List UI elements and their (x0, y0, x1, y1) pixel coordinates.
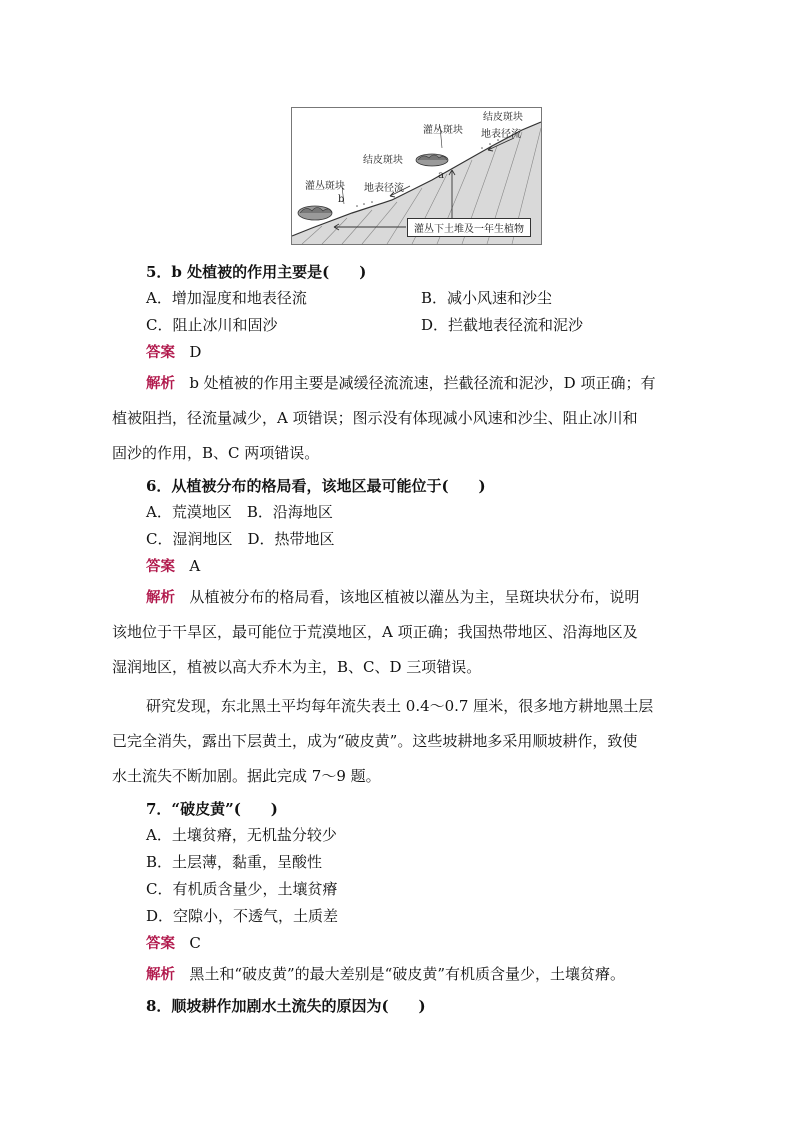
q6-stem: 6．从植被分布的格局看，该地区最可能位于( ) (146, 477, 486, 495)
q5-option-d: D．拦截地表径流和泥沙 (421, 316, 584, 334)
q6-options-cd: C．湿润地区 D．热带地区 (146, 530, 335, 548)
label-marker-a: a (438, 170, 444, 181)
analysis-label: 解析 (146, 967, 175, 983)
q6-analysis-line-1 (146, 587, 639, 608)
label-box-shrub-mound: 灌丛下土堆及一年生植物 (407, 218, 531, 237)
passage-line-1: 研究发现，东北黑土平均每年流失表土 0.4～0.7 厘米，很多地方耕地黑土层 (146, 697, 654, 715)
label-runoff-mid: 地表径流 (364, 183, 404, 194)
label-shrub-upper: 灌丛斑块 (423, 125, 463, 136)
q7-option-c: C．有机质含量少，土壤贫瘠 (146, 880, 338, 898)
passage-line-3: 水土流失不断加剧。据此完成 7～9 题。 (112, 767, 381, 785)
q5-analysis-text-1: b 处植被的作用主要是减缓径流流速，拦截径流和泥沙，D 项正确；有 (189, 374, 656, 392)
label-marker-b: b (338, 194, 345, 205)
q5-option-a: A．增加湿度和地表径流 (146, 289, 307, 307)
q7-analysis-line-1 (146, 964, 625, 985)
q6-analysis-text-1: 从植被分布的格局看，该地区植被以灌丛为主，呈斑块状分布，说明 (189, 588, 640, 606)
q7-answer: C (189, 934, 201, 952)
q5-stem: 5．b 处植被的作用主要是( ) (146, 263, 367, 281)
q7-option-b: B．土层薄，黏重，呈酸性 (146, 853, 323, 871)
answer-label: 答案 (146, 345, 175, 361)
passage-line-2: 已完全消失，露出下层黄土，成为“破皮黄”。这些坡耕地多采用顺坡耕作，致使 (112, 732, 638, 750)
q5-option-b: B．减小风速和沙尘 (421, 289, 553, 307)
q7-option-a: A．土壤贫瘠，无机盐分较少 (146, 826, 337, 844)
q7-option-d: D．空隙小，不透气，土质差 (146, 907, 339, 925)
label-runoff-top: 地表径流 (481, 129, 521, 140)
q5-analysis-line-3: 固沙的作用，B、C 两项错误。 (112, 444, 320, 462)
q5-option-c: C．阻止冰川和固沙 (146, 316, 278, 334)
label-shrub-lower: 灌丛斑块 (305, 181, 345, 192)
analysis-label: 解析 (146, 376, 175, 392)
analysis-label: 解析 (146, 590, 175, 606)
q8-stem: 8．顺坡耕作加剧水土流失的原因为( ) (146, 997, 426, 1015)
label-crust-top: 结皮斑块 (483, 112, 523, 123)
slope-vegetation-diagram (291, 107, 542, 245)
q5-answer: D (189, 343, 202, 361)
q6-answer: A (189, 557, 201, 575)
q7-analysis-text-1: 黑土和“破皮黄”的最大差别是“破皮黄”有机质含量少，土壤贫瘠。 (189, 965, 625, 983)
q5-analysis-line-1 (146, 373, 655, 394)
q6-analysis-line-2: 该地位于干旱区，最可能位于荒漠地区，A 项正确；我国热带地区、沿海地区及 (112, 623, 638, 641)
q6-options-ab: A．荒漠地区 B．沿海地区 (146, 503, 333, 521)
q7-stem: 7．“破皮黄”( ) (146, 800, 278, 818)
q5-analysis-line-2: 植被阻挡，径流量减少，A 项错误；图示没有体现减小风速和沙尘、阻止冰川和 (112, 409, 638, 427)
q6-answer-row (146, 556, 200, 577)
label-crust-mid: 结皮斑块 (363, 155, 403, 166)
q7-answer-row (146, 933, 201, 954)
q6-analysis-line-3: 湿润地区，植被以高大乔木为主，B、C、D 三项错误。 (112, 658, 482, 676)
answer-label: 答案 (146, 559, 175, 575)
answer-label: 答案 (146, 936, 175, 952)
q5-answer-row (146, 342, 201, 363)
